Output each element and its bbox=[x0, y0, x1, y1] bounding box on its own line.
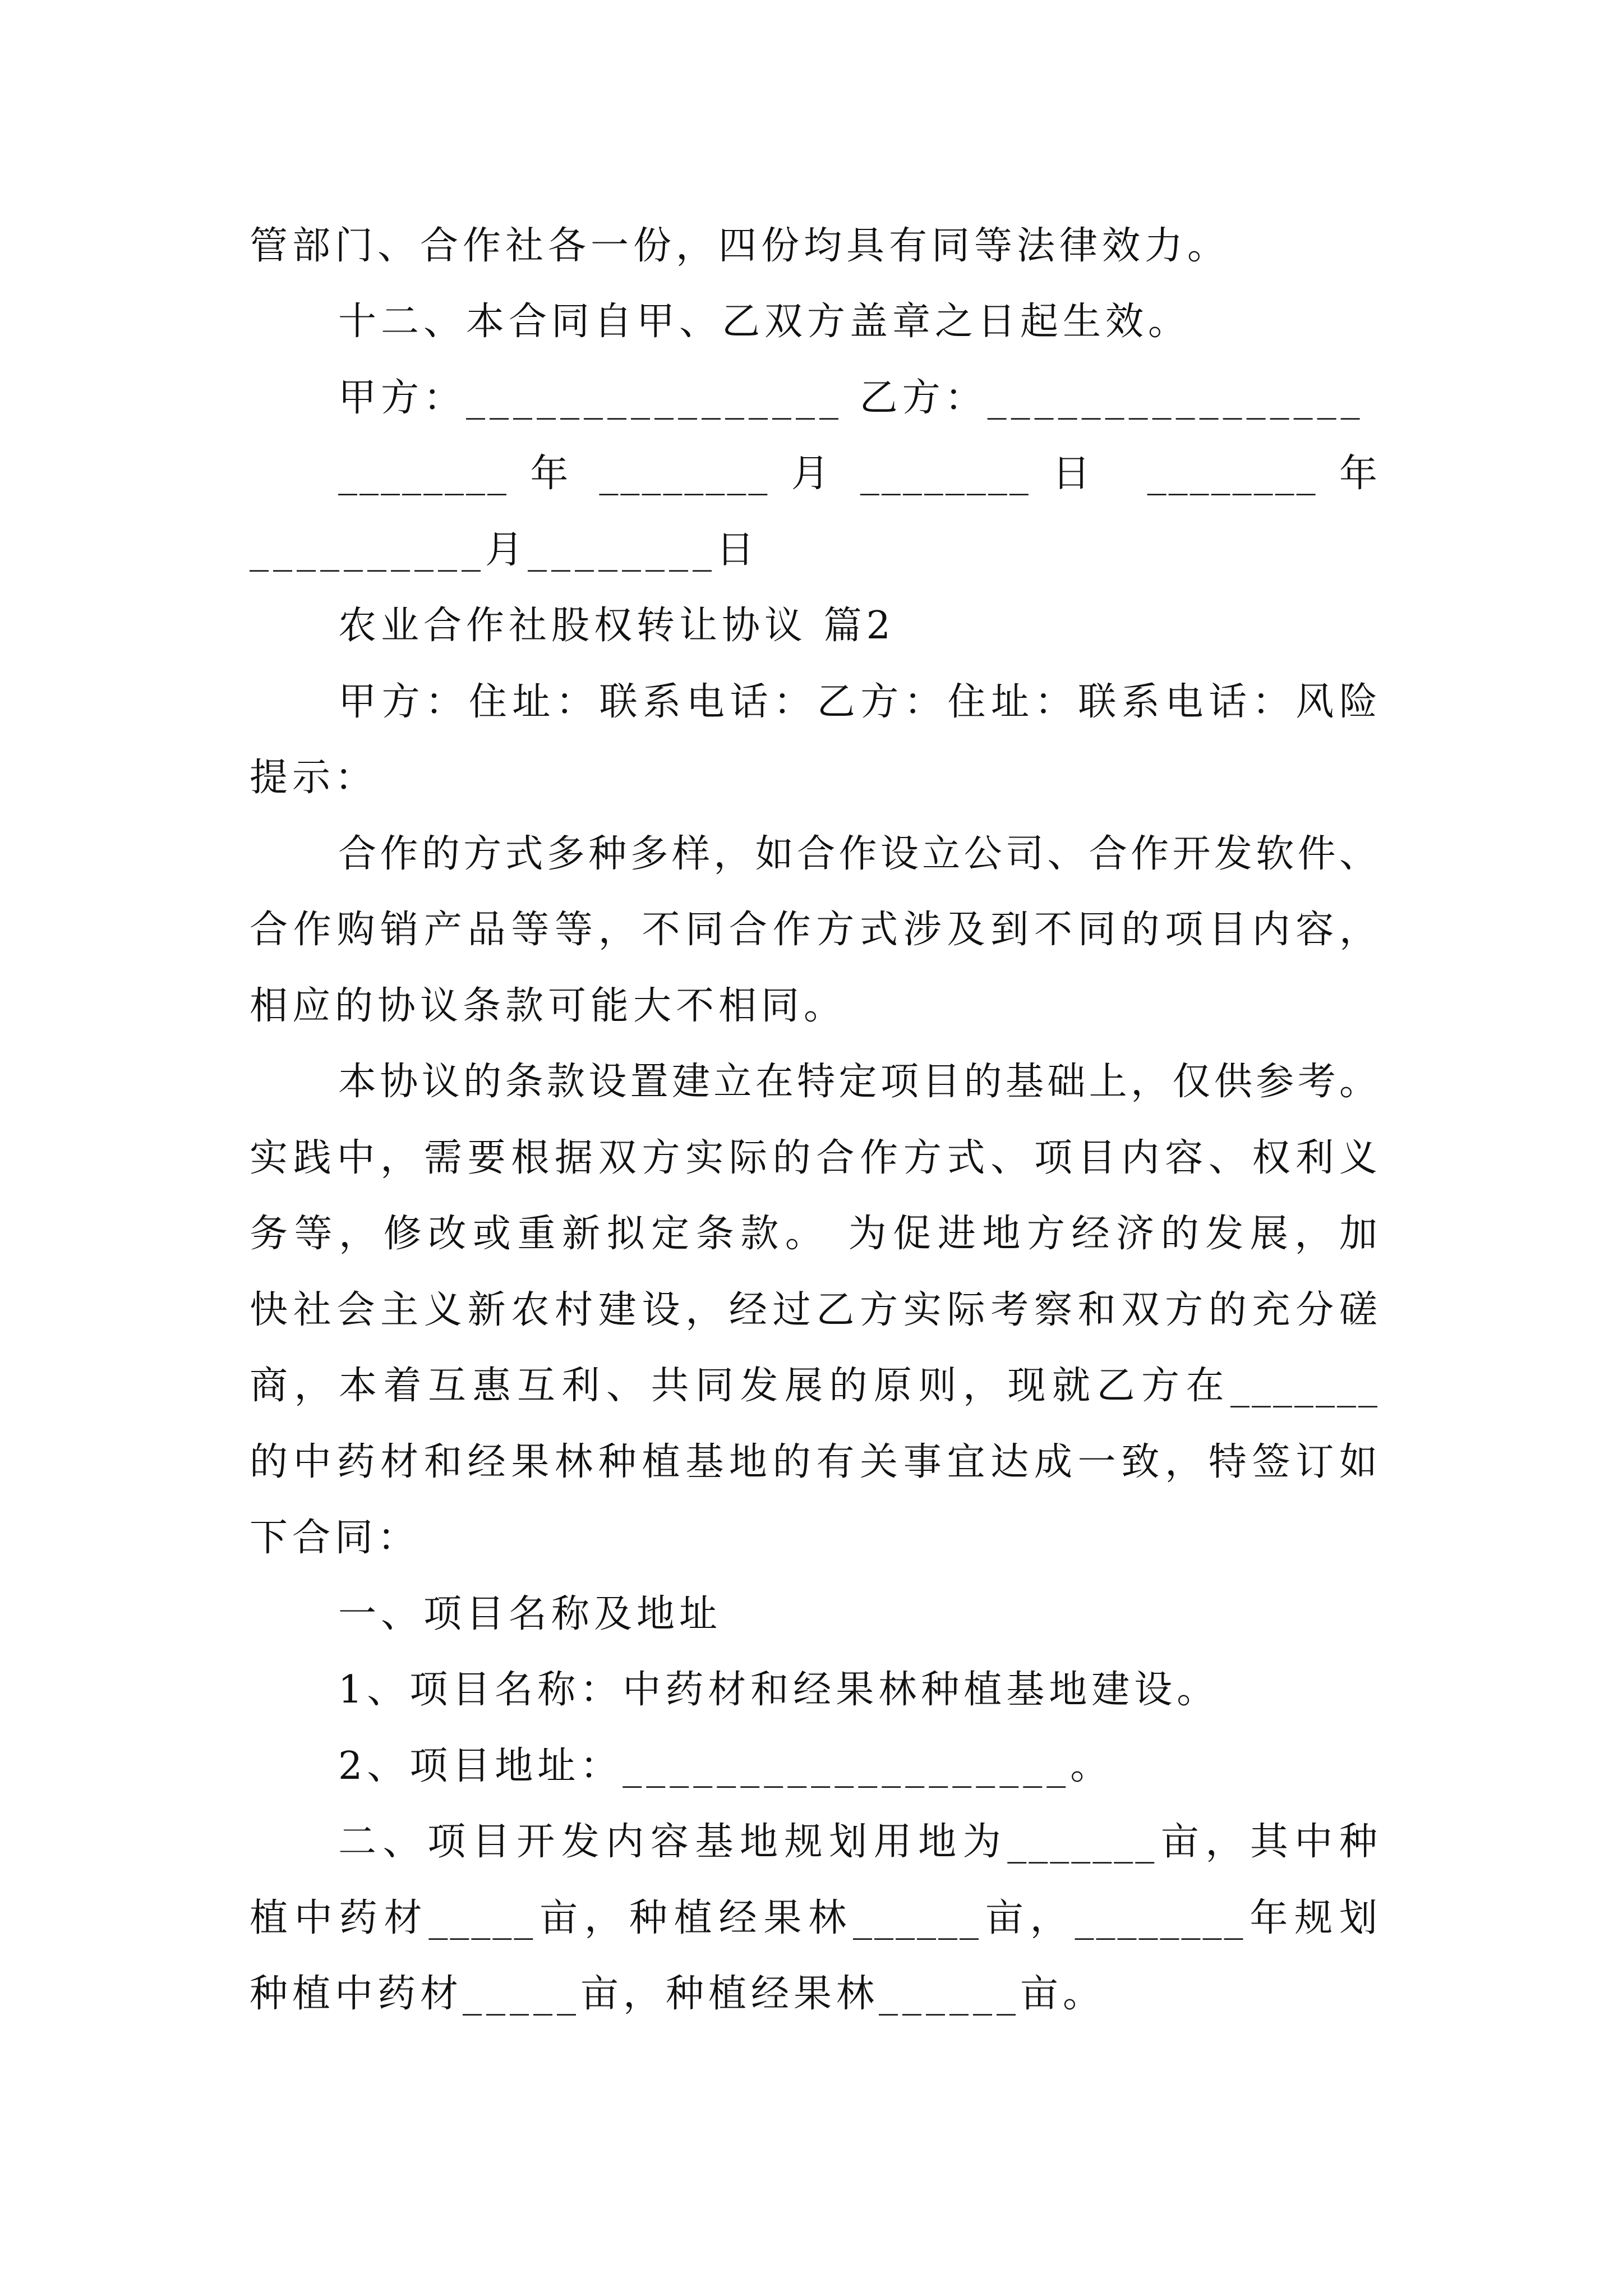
text-line: 植中药材_____亩，种植经果林______亩，________年规划 bbox=[250, 1896, 1380, 1940]
text-line: 2、项目地址：___________________。 bbox=[338, 1744, 1113, 1788]
date-line: __________月________日 bbox=[250, 528, 759, 572]
text-line: 商，本着互惠互利、共同发展的原则，现就乙方在_______ bbox=[250, 1364, 1380, 1408]
text-line: 下合同： bbox=[250, 1516, 421, 1560]
clause-heading: 二、项目开发内容基地规划用地为_______亩，其中种 bbox=[338, 1820, 1380, 1864]
text-line: 实践中，需要根据双方实际的合作方式、项目内容、权利义 bbox=[250, 1136, 1380, 1180]
text-line: 甲方：住址：联系电话：乙方：住址：联系电话：风险 bbox=[338, 680, 1380, 724]
text-line: 管部门、合作社各一份，四份均具有同等法律效力。 bbox=[250, 224, 1230, 268]
text-line: 的中药材和经果林种植基地的有关事宜达成一致，特签订如 bbox=[250, 1440, 1380, 1484]
date-line: ________ 年 ________ 月 ________ 日 ________ 年 bbox=[338, 452, 1380, 496]
text-line: 相应的协议条款可能大不相同。 bbox=[250, 984, 847, 1028]
text-line: 种植中药材_____亩，种植经果林______亩。 bbox=[250, 1972, 1106, 2016]
text-line: 1、项目名称：中药材和经果林种植基地建设。 bbox=[338, 1668, 1220, 1712]
text-line: 本协议的条款设置建立在特定项目的基础上，仅供参考。 bbox=[338, 1060, 1380, 1104]
signature-line: 甲方：________________ 乙方：________________ bbox=[338, 376, 1364, 420]
text-line: 提示： bbox=[250, 756, 378, 800]
text-line: 合作的方式多种多样，如合作设立公司、合作开发软件、 bbox=[338, 832, 1380, 876]
text-line: 快社会主义新农村建设，经过乙方实际考察和双方的充分磋 bbox=[250, 1288, 1380, 1332]
section-heading: 农业合作社股权转让协议 篇2 bbox=[338, 604, 895, 648]
text-line: 合作购销产品等等，不同合作方式涉及到不同的项目内容， bbox=[250, 908, 1380, 952]
clause-heading: 一、项目名称及地址 bbox=[338, 1592, 722, 1636]
text-line: 务等，修改或重新拟定条款。 为促进地方经济的发展，加 bbox=[250, 1212, 1380, 1256]
text-line: 十二、本合同自甲、乙双方盖章之日起生效。 bbox=[338, 300, 1191, 344]
